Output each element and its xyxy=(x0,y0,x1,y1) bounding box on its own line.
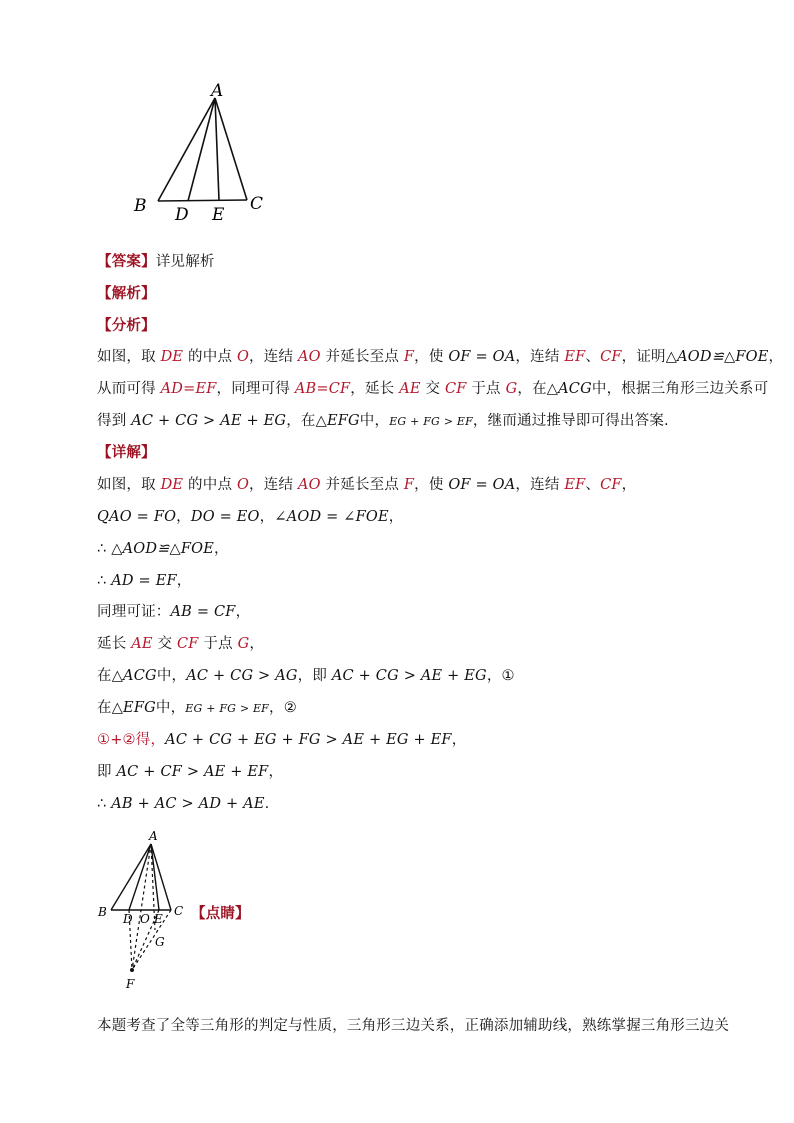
math: △ACG xyxy=(546,381,592,397)
detail-line-2 xyxy=(97,507,403,527)
math: EG + FG > EF xyxy=(389,415,473,428)
text: ， xyxy=(388,509,404,525)
text: DE xyxy=(160,477,184,493)
text: 中，根据三角形三边关系可 xyxy=(591,381,769,397)
math: OF = OA xyxy=(448,477,516,493)
label-G: G xyxy=(155,935,165,949)
math: △ACG xyxy=(111,668,157,684)
text: 并延长至点 xyxy=(320,477,404,493)
detail-line-1 xyxy=(97,475,636,495)
text: 交 xyxy=(420,381,445,397)
answer-text: 详见解析 xyxy=(155,254,215,270)
text: CF xyxy=(600,477,622,493)
text: 中， xyxy=(359,413,390,429)
text: ∴ xyxy=(97,541,112,557)
text: AD=EF xyxy=(160,381,217,397)
text: ∴ xyxy=(97,796,112,812)
fenxi-tag: 【分析】 xyxy=(97,318,156,334)
detail-line-5 xyxy=(97,602,250,622)
text: 延长 xyxy=(97,636,132,652)
analysis-line-1 xyxy=(97,347,783,367)
text: AE xyxy=(399,381,421,397)
text: ，证明 xyxy=(621,349,666,365)
math: OF = OA xyxy=(448,349,516,365)
text: ，使 xyxy=(414,349,449,365)
text: 在 xyxy=(97,700,112,716)
text: 的中点 xyxy=(183,477,237,493)
label-D: D xyxy=(123,912,133,926)
text: ， xyxy=(259,509,275,525)
label-D: D xyxy=(175,205,189,225)
text: ， xyxy=(768,349,784,365)
answer-line xyxy=(97,252,215,272)
text: ∴ xyxy=(97,573,112,589)
dianjing-tag: 【点睛】 xyxy=(191,906,250,922)
math: AB = CF xyxy=(170,604,236,620)
math: AC + CG > AG xyxy=(186,668,298,684)
label-B: B xyxy=(98,905,107,919)
text: CF xyxy=(600,349,622,365)
text: 在 xyxy=(97,668,112,684)
text: ，连结 xyxy=(249,477,298,493)
math: △EFG xyxy=(315,413,360,429)
text: ，② xyxy=(269,700,297,716)
analysis-line-3 xyxy=(97,411,669,432)
text: 如图，取 xyxy=(97,349,161,365)
auxiliary-line-figure xyxy=(95,826,205,996)
text: O xyxy=(236,349,250,365)
detail-line-11 xyxy=(97,794,269,814)
text: F xyxy=(403,477,415,493)
text: AO xyxy=(297,349,321,365)
text: ， xyxy=(176,509,191,525)
label-C: C xyxy=(250,194,264,214)
text: CF xyxy=(177,636,199,652)
text: ， xyxy=(249,636,265,652)
text: ，连结 xyxy=(249,349,298,365)
text: 如图，取 xyxy=(97,477,161,493)
math: AB + AC > AD + AE xyxy=(111,796,265,812)
summary-line: 本题考查了全等三角形的判定与性质，三角形三边关系，正确添加辅助线，熟练掌握三角形三边关 xyxy=(97,1018,730,1034)
text: 、 xyxy=(585,349,601,365)
text: ， xyxy=(268,764,284,780)
text: ，① xyxy=(486,668,515,684)
detail-line-10 xyxy=(97,762,283,782)
text: ，即 xyxy=(297,668,332,684)
text: CF xyxy=(444,381,467,397)
detail-line-6 xyxy=(97,634,264,654)
analysis-line-2 xyxy=(97,379,768,399)
text: ，继而通过推导即可得出答案. xyxy=(472,413,669,429)
text: 并延长至点 xyxy=(320,349,404,365)
math: DO = EO xyxy=(190,509,260,525)
text: EF xyxy=(564,349,586,365)
label-F: F xyxy=(126,977,135,991)
text: ，使 xyxy=(414,477,449,493)
label-A: A xyxy=(211,81,224,101)
math: AC + CG > AE + EG xyxy=(131,413,287,429)
label-C: C xyxy=(174,904,184,918)
math: △EFG xyxy=(111,700,156,716)
text: ，连结 xyxy=(515,349,565,365)
math: △AOD≌△FOE xyxy=(111,541,215,557)
text: ， xyxy=(214,541,229,557)
math: EG + FG > EF xyxy=(185,702,270,715)
math: ∠AOD = ∠FOE xyxy=(274,509,389,525)
text: 于点 xyxy=(198,636,238,652)
math: AC + CG > AE + EG xyxy=(331,668,487,684)
label-E: E xyxy=(154,912,163,926)
text: DE xyxy=(160,349,184,365)
text: ①+②得， xyxy=(97,732,166,748)
xiangjie-tag: 【详解】 xyxy=(97,445,156,461)
math: AC + CG + EG + FG > AE + EG + EF xyxy=(165,732,452,748)
text: ， xyxy=(235,604,251,620)
text: AO xyxy=(297,477,321,493)
text: ， xyxy=(621,477,637,493)
text: 、 xyxy=(585,477,601,493)
label-E: E xyxy=(212,205,225,225)
text: G xyxy=(237,636,250,652)
text: F xyxy=(403,349,415,365)
text: 即 xyxy=(97,764,117,780)
math: Q xyxy=(97,509,110,525)
text: ，连结 xyxy=(515,477,565,493)
math: AD = EF xyxy=(111,573,177,589)
text: 中， xyxy=(155,700,186,716)
label-B: B xyxy=(134,196,147,216)
label-A: A xyxy=(149,829,158,843)
detail-line-8 xyxy=(97,698,297,719)
text: 的中点 xyxy=(183,349,237,365)
text: 于点 xyxy=(466,381,506,397)
text: ， xyxy=(451,732,467,748)
text: ，在 xyxy=(286,413,316,429)
text: 同理可证： xyxy=(97,604,171,620)
text: O xyxy=(236,477,250,493)
text: 从而可得 xyxy=(97,381,161,397)
detail-line-3 xyxy=(97,539,229,559)
text: EF xyxy=(564,477,586,493)
text: 交 xyxy=(152,636,178,652)
text: ，同理可得 xyxy=(216,381,295,397)
jiexi-tag: 【解析】 xyxy=(97,286,156,302)
math: △AOD≌△FOE xyxy=(665,349,769,365)
text: G xyxy=(505,381,518,397)
text: 得到 xyxy=(97,413,132,429)
label-O: O xyxy=(140,912,150,926)
point-F xyxy=(130,968,134,972)
text: ，在 xyxy=(517,381,547,397)
text: AB=CF xyxy=(294,381,351,397)
math: AO = FO xyxy=(109,509,177,525)
detail-line-9 xyxy=(97,730,466,750)
text: . xyxy=(264,796,270,812)
triangle-figure xyxy=(125,78,275,238)
detail-line-7 xyxy=(97,666,515,686)
text: ， xyxy=(176,573,192,589)
detail-line-4 xyxy=(97,571,191,591)
text: ，延长 xyxy=(350,381,400,397)
math: AC + CF > AE + EF xyxy=(116,764,269,780)
text: 中， xyxy=(156,668,187,684)
text: AE xyxy=(131,636,153,652)
answer-tag: 【答案】 xyxy=(97,254,156,270)
